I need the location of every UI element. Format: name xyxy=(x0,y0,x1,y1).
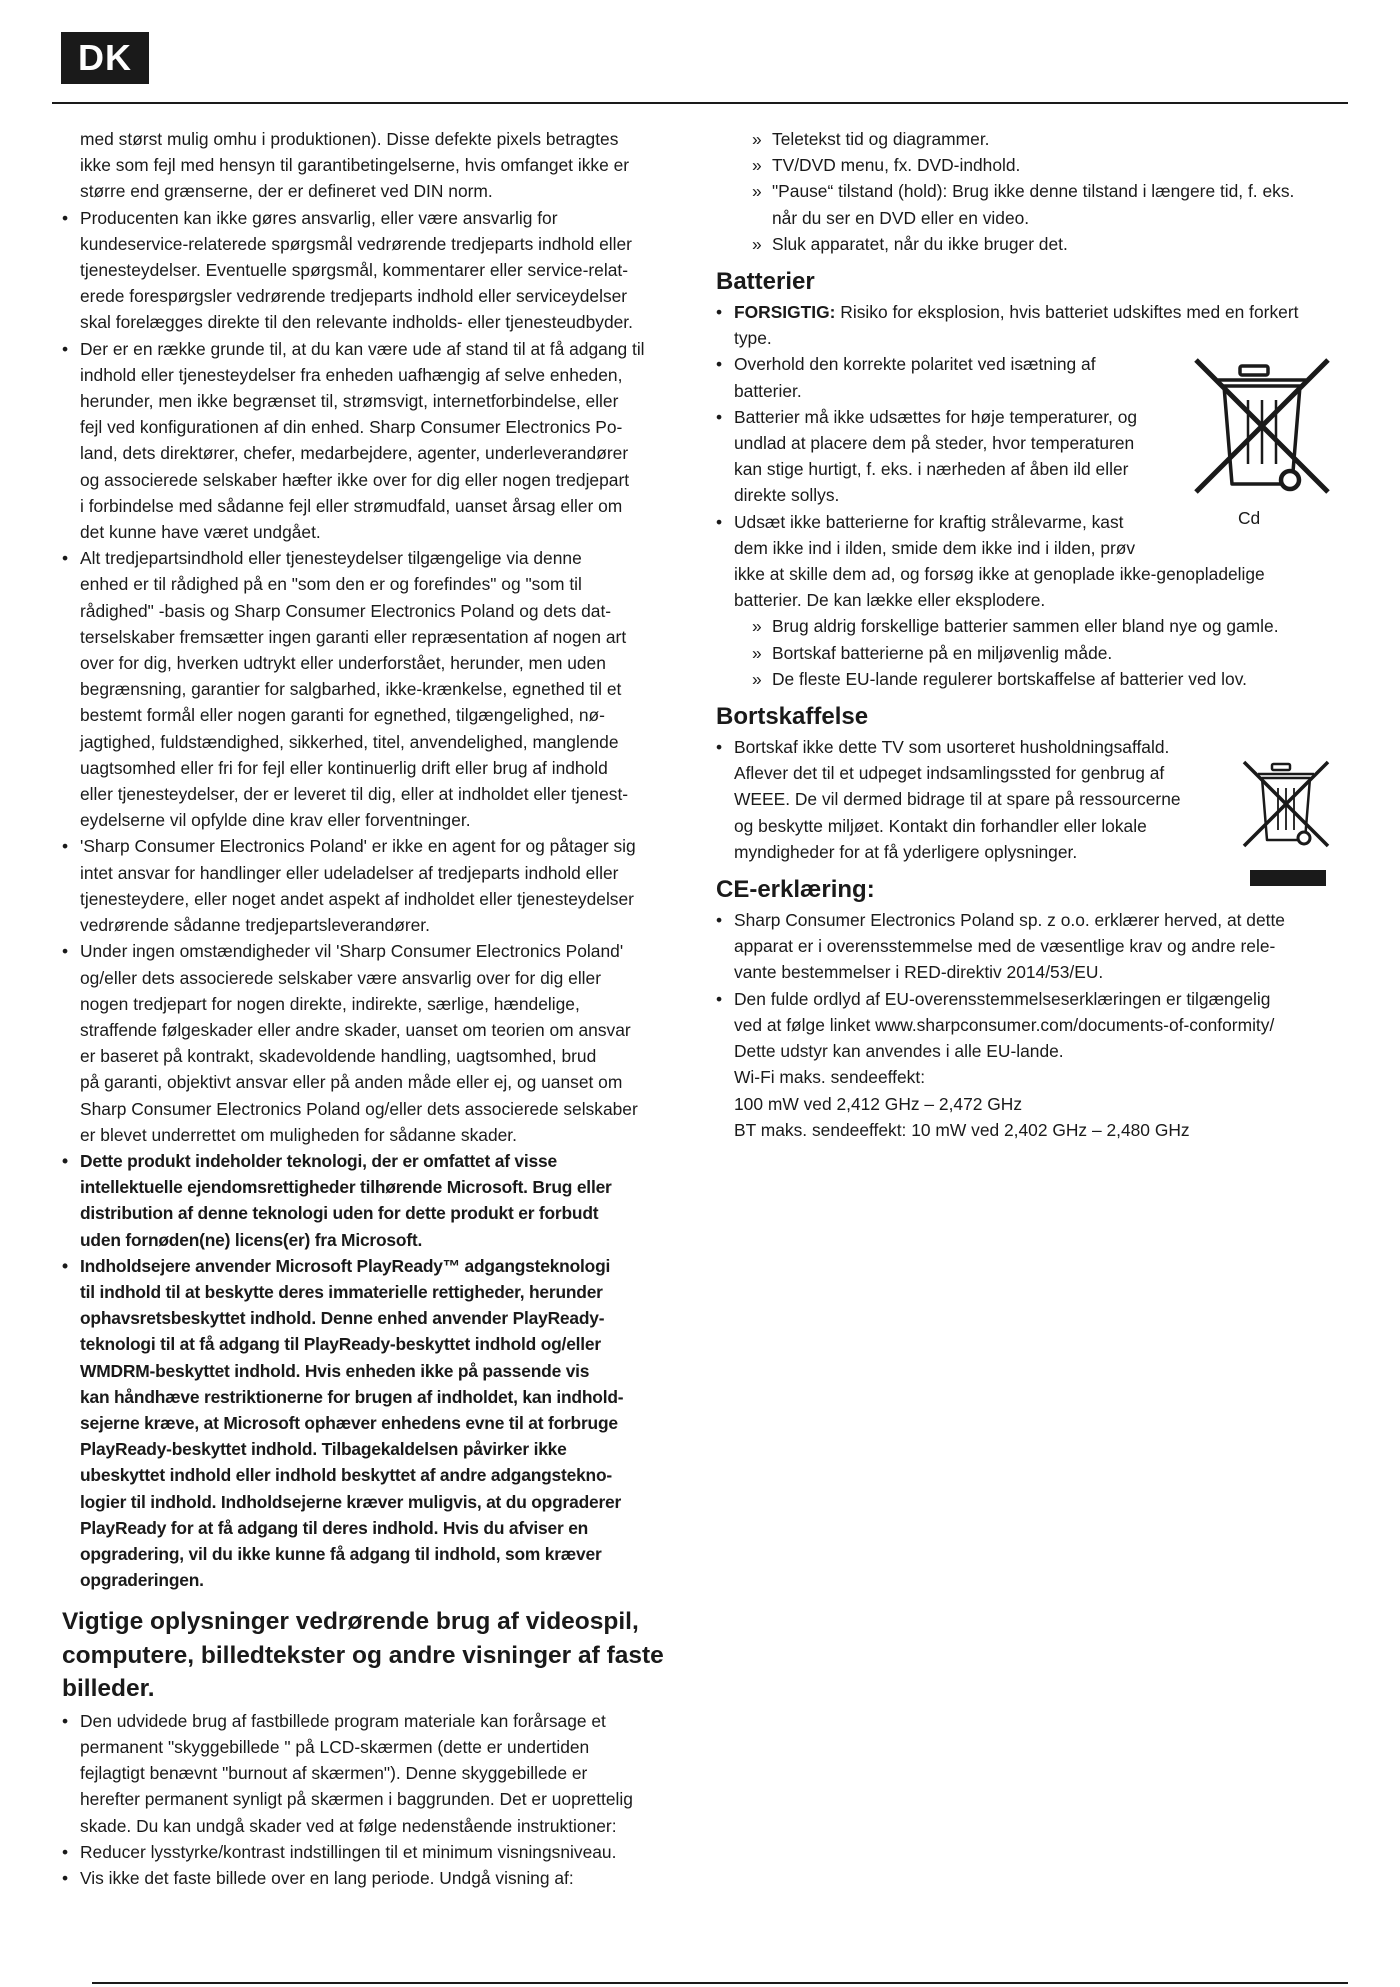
text-line: i forbindelse med sådanne fejl eller strømudfald, uanset årsag eller om xyxy=(80,495,623,516)
text-line: BT maks. sendeeffekt: 10 mW ved 2,402 GHz – 2,480 GHz xyxy=(734,1119,1190,1140)
bullet-item xyxy=(716,986,1348,1143)
text-line: og beskytte miljøet. Kontakt din forhandler eller lokale xyxy=(734,815,1147,836)
text-line: • 'Sharp Consumer Electronics Poland' er ikke en agent for og påtager sig xyxy=(80,836,636,857)
text-line: indhold eller tjenesteydelser fra enheden uafhængig af selve enheden, xyxy=(80,364,623,385)
text-line: opgradering, vil du ikke kunne få adgang til indhold, som kræver xyxy=(80,1543,602,1564)
text-line: WMDRM-beskyttet indhold. Hvis enheden ikke på passende vis xyxy=(80,1360,590,1381)
text-line: » TV/DVD menu, fx. DVD-indhold. xyxy=(772,155,1021,176)
text-line: • Vis ikke det faste billede over en lang periode. Undgå visning af: xyxy=(80,1868,574,1889)
text-line: permanent "skyggebillede " på LCD-skærmen (dette er undertiden xyxy=(80,1737,590,1758)
text-line: rådighed" -basis og Sharp Consumer Electronics Poland og dets dat- xyxy=(80,600,612,621)
video-heading xyxy=(62,1605,692,1706)
text-line: • Sharp Consumer Electronics Poland sp. z o.o. erklærer herved, at dette xyxy=(734,910,1285,931)
text-line: Sharp Consumer Electronics Poland og/eller dets associerede selskaber xyxy=(80,1098,638,1119)
caution-label: FORSIGTIG: xyxy=(734,302,836,323)
sub-item xyxy=(716,231,1348,257)
text-line: » Teletekst tid og diagrammer. xyxy=(772,129,990,149)
right-column xyxy=(716,126,1348,1143)
text-line: fejl ved konfigurationen af din enhed. Sharp Consumer Electronics Po- xyxy=(80,417,623,438)
sub-item xyxy=(716,178,1348,230)
sub-item xyxy=(716,666,1348,692)
bullet-item-bold xyxy=(62,1148,692,1253)
text-line: eydelserne vil opfylde dine krav eller forventninger. xyxy=(80,810,471,831)
text-line: teknologi til at få adgang til PlayReady-beskyttet indhold og/eller xyxy=(80,1334,601,1355)
text-line: større end grænserne, der er defineret ved DIN norm. xyxy=(80,181,493,202)
text-line: Wi-Fi maks. sendeeffekt: xyxy=(734,1067,926,1088)
text-line: uden fornøden(ne) licens(er) fra Microsoft. xyxy=(80,1229,423,1250)
bullet-item xyxy=(62,1839,692,1865)
text-line: skade. Du kan undgå skader ved at følge nedenstående instruktioner: xyxy=(80,1815,617,1836)
text-line: ved at følge linket www.sharpconsumer.com/documents-of-conformity/ xyxy=(734,1014,1275,1035)
text-line: • Alt tredjepartsindhold eller tjenesteydelser tilgængelige via denne xyxy=(80,548,582,569)
text-line: intet ansvar for handlinger eller udeladelser af tredjeparts indhold eller xyxy=(80,862,619,883)
text-line: myndigheder for at få yderligere oplysninger. xyxy=(734,841,1078,862)
text-line: ikke som fejl med hensyn til garantibetingelserne, hvis omfanget ikke er xyxy=(80,155,630,176)
text-line: straffende følgeskader eller andre skader, uanset om teorien om ansvar xyxy=(80,1019,631,1040)
text-line: land, dets direktører, chefer, medarbejdere, agenter, underleverandører xyxy=(80,443,629,464)
text-line: batterier. xyxy=(734,380,802,401)
heading-line: computere, billedtekster og andre visninger af faste xyxy=(62,1641,664,1669)
text-line: • Der er en række grunde til, at du kan være ude af stand til at få adgang til xyxy=(80,338,645,359)
text-line: herunder, men ikke begrænset til, strømsvigt, internetforbindelse, eller xyxy=(80,391,619,412)
text-line: intellektuelle ejendomsrettigheder tilhørende Microsoft. Brug eller xyxy=(80,1177,612,1198)
header-rule xyxy=(52,102,1348,104)
text-line: » Sluk apparatet, når du ikke bruger det. xyxy=(772,233,1068,254)
ce-heading: CE-erklæring: xyxy=(716,876,875,904)
text-line: dem ikke ind i ilden, smide dem ikke ind i ilden, prøv xyxy=(734,537,1136,558)
text-line: tjenesteydelser. Eventuelle spørgsmål, kommentarer eller service-relat- xyxy=(80,260,629,281)
text-line: apparat er i overensstemmelse med de væsentlige krav og andre rele- xyxy=(734,936,1276,957)
batteries-heading: Batterier xyxy=(716,268,815,296)
text-line: • Reducer lysstyrke/kontrast indstillingen til et minimum visningsniveau. xyxy=(80,1841,617,1862)
text-line xyxy=(734,299,1348,325)
language-badge: DK xyxy=(61,32,149,84)
cd-label: Cd xyxy=(1238,508,1261,528)
sub-item xyxy=(716,640,1348,666)
text-line: • Den udvidede brug af fastbillede program materiale kan forårsage et xyxy=(80,1710,606,1731)
text-line: • Bortskaf ikke dette TV som usorteret husholdningsaffald. xyxy=(734,737,1170,758)
heading-line: billeder. xyxy=(62,1675,155,1703)
continued-paragraph xyxy=(62,126,692,205)
text-line: er baseret på kontrakt, skadevoldende handling, uagtsomhed, brud xyxy=(80,1046,597,1067)
text-line: begrænsning, garantier for salgbarhed, ikke-krænkelse, egnethed til et xyxy=(80,679,622,700)
text-line: fejlagtigt benævnt "burnout af skærmen"). Denne skyggebillede er xyxy=(80,1763,588,1784)
text-line: kan håndhæve restriktionerne for brugen af indholdet, kan indhold- xyxy=(80,1386,624,1407)
text-line: det kunne have været undgået. xyxy=(80,522,321,543)
text-line: kundeservice-relaterede spørgsmål vedrørende tredjeparts indhold eller xyxy=(80,233,632,254)
text-line: direkte sollys. xyxy=(734,485,840,506)
text-line: opgraderingen. xyxy=(80,1570,204,1591)
text-line: terselskaber fremsætter ingen garanti eller repræsentation af nogen art xyxy=(80,626,627,647)
text-line: logier til indhold. Indholdsejerne kræver muligvis, at du opgraderer xyxy=(80,1491,622,1512)
text-line: sejerne kræve, at Microsoft ophæver enhedens evne til at forbruge xyxy=(80,1412,618,1433)
text-line: eller tjenesteydelser, der er leveret til dig, eller at indholdet eller tjenest- xyxy=(80,784,629,805)
heading-line: Vigtige oplysninger vedrørende brug af videospil, xyxy=(62,1608,639,1636)
text-line: skal forelægges direkte til den relevante indholds- eller tjenesteudbyder. xyxy=(80,312,633,333)
bullet-item xyxy=(62,938,692,1148)
bullet-item xyxy=(62,1865,692,1891)
bullet-item xyxy=(62,545,692,833)
text-line: ubeskyttet indhold eller indhold beskyttet af andre adgangstekno- xyxy=(80,1465,612,1486)
text-line: » "Pause“ tilstand (hold): Brug ikke denne tilstand i længere tid, f. eks. xyxy=(772,181,1295,202)
text-line: på garanti, objektivt ansvar eller på anden måde eller ej, og uanset om xyxy=(80,1072,623,1093)
text-line: når du ser en DVD eller en video. xyxy=(772,207,1030,228)
text-line: nogen tredjepart for nogen direkte, indirekte, særlige, hændelige, xyxy=(80,993,580,1014)
text-line: • Producenten kan ikke gøres ansvarlig, eller være ansvarlig for xyxy=(80,207,558,228)
text-line: bestemt formål eller nogen garanti for egnethed, tilgængelighed, nø- xyxy=(80,705,605,726)
footer-rule xyxy=(92,1982,1348,1984)
sub-item xyxy=(716,613,1348,639)
text-line: herefter permanent synligt på skærmen i baggrunden. Det er uoprettelig xyxy=(80,1789,633,1810)
text-line: jagtighed, fuldstændighed, sikkerhed, titel, anvendelighed, manglende xyxy=(80,731,619,752)
left-column xyxy=(62,126,692,1891)
text-line: uagtsomhed eller fri for fejl eller kontinuerlig drift eller brug af indhold xyxy=(80,757,608,778)
text-line: undlad at placere dem på steder, hvor temperaturen xyxy=(734,433,1135,454)
text-line: • Udsæt ikke batterierne for kraftig strålevarme, kast xyxy=(734,511,1124,532)
bullet-item-bold xyxy=(62,1253,692,1594)
bullet-item xyxy=(62,336,692,546)
caution-item xyxy=(716,299,1348,351)
bullet-item xyxy=(716,907,1348,986)
ce-list xyxy=(716,907,1348,1143)
text-line: PlayReady for at få adgang til deres indhold. Hvis du afviser en xyxy=(80,1517,589,1538)
text-line: er blevet underrettet om muligheden for sådanne skader. xyxy=(80,1124,517,1145)
text-line: • Dette produkt indeholder teknologi, der er omfattet af visse xyxy=(80,1150,557,1171)
text-line: distribution af denne teknologi uden for dette produkt er forbudt xyxy=(80,1203,599,1224)
text-line: » Brug aldrig forskellige batterier sammen eller bland nye og gamle. xyxy=(772,616,1279,637)
avoid-list xyxy=(716,126,1348,257)
text-line: • Den fulde ordlyd af EU-overensstemmelseserklæringen er tilgængelig xyxy=(734,988,1271,1009)
text-line: vante bestemmelser i RED-direktiv 2014/53/EU. xyxy=(734,962,1104,983)
bullet-item xyxy=(62,205,692,336)
text-line: » Bortskaf batterierne på en miljøvenlig måde. xyxy=(772,642,1113,663)
video-bullet-list xyxy=(62,1708,692,1891)
text-line: Aflever det til et udpeget indsamlingssted for genbrug af xyxy=(734,763,1165,784)
text-line: WEEE. De vil dermed bidrage til at spare på ressourcerne xyxy=(734,789,1181,810)
crossed-bin-battery-icon xyxy=(1188,352,1336,500)
text-line: type. xyxy=(734,328,772,349)
text-line: batterier. De kan lække eller eksplodere. xyxy=(734,590,1046,611)
text-line: kan stige hurtigt, f. eks. i nærheden af åben ild eller xyxy=(734,459,1129,480)
text-line: • Batterier må ikke udsættes for høje temperaturer, og xyxy=(734,406,1138,427)
text-line: ophavsretsbeskyttet indhold. Denne enhed anvender PlayReady- xyxy=(80,1308,605,1329)
text-line: enhed er til rådighed på en "som den er og forefindes" og "som til xyxy=(80,574,582,595)
bullet-item xyxy=(62,1708,692,1839)
sub-item xyxy=(716,126,1348,152)
text-line: ikke at skille dem ad, og forsøg ikke at genoplade ikke-genopladelige xyxy=(734,564,1265,585)
text-line: PlayReady-beskyttet indhold. Tilbagekaldelsen påvirker ikke xyxy=(80,1439,567,1460)
caution-text: Risiko for eksplosion, hvis batteriet udskiftes med en forkert xyxy=(835,302,1299,323)
text-line: • Under ingen omstændigheder vil 'Sharp Consumer Electronics Poland' xyxy=(80,941,624,962)
text-line: og associerede selskaber hæfter ikke over for dig eller nogen tredjepart xyxy=(80,469,630,490)
crossed-bin-weee-icon xyxy=(1238,756,1334,852)
text-line: vedrørende sådanne tredjepartsleverandører. xyxy=(80,915,430,936)
text-line: erede forespørgsler vedrørende tredjeparts indhold eller serviceydelser xyxy=(80,286,628,307)
text-line: 100 mW ved 2,412 GHz – 2,472 GHz xyxy=(734,1093,1023,1114)
bullet-item xyxy=(62,833,692,938)
text-line: over for dig, hverken udtrykt eller underforstået, herunder, men uden xyxy=(80,653,606,674)
text-line: til indhold til at beskytte deres immaterielle rettigheder, herunder xyxy=(80,1281,603,1302)
text-line: med størst mulig omhu i produktionen). Disse defekte pixels betragtes xyxy=(80,129,619,149)
text-line: Dette udstyr kan anvendes i alle EU-lande. xyxy=(734,1041,1064,1062)
sub-item xyxy=(716,152,1348,178)
text-line: tjenesteydere, eller noget andet aspekt af indholdet eller tjenesteydelser xyxy=(80,888,634,909)
weee-bar xyxy=(1250,870,1326,886)
text-line: • Indholdsejere anvender Microsoft PlayReady™ adgangsteknologi xyxy=(80,1255,611,1276)
text-line: » De fleste EU-lande regulerer bortskaffelse af batterier ved lov. xyxy=(772,668,1247,689)
text-line: • Overhold den korrekte polaritet ved isætning af xyxy=(734,354,1096,375)
legal-bullet-list xyxy=(62,205,692,1594)
disposal-heading: Bortskaffelse xyxy=(716,703,869,731)
text-line: og/eller dets associerede selskaber være ansvarlig over for dig eller xyxy=(80,967,602,988)
